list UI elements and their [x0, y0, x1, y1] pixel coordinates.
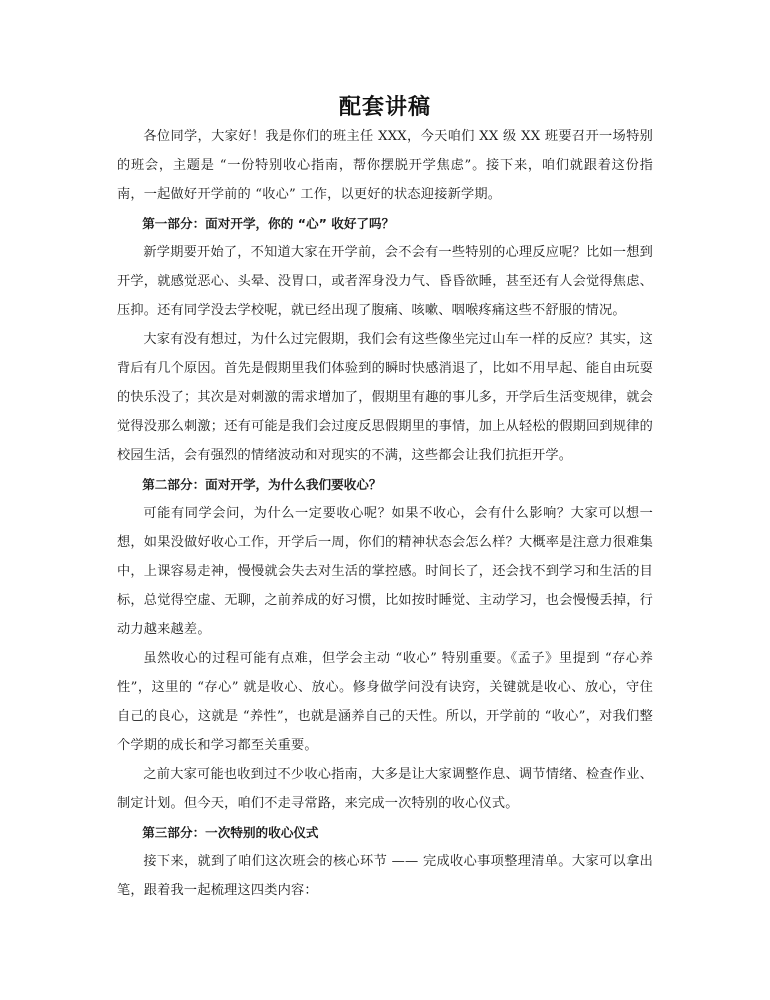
- paragraph: 接下来，就到了咱们这次班会的核心环节 —— 完成收心事项整理清单。大家可以拿出笔，跟着我一起梳理这四类内容：: [117, 854, 653, 898]
- section-heading-1: 第一部分：面对开学，你的 “心” 收好了吗？: [142, 216, 395, 231]
- section-heading-3: 第三部分：一次特别的收心仪式: [142, 825, 319, 840]
- section-heading-2: 第二部分：面对开学，为什么我们要收心？: [142, 477, 382, 492]
- paragraph: 大家有没有想过，为什么过完假期，我们会有这些像坐完过山车一样的反应？其实，这背后有几个原因。首先是假期里我们体验到的瞬时快感消退了，比如不用早起、能自由玩耍的快乐没了；其次是对刺激的需求增加了，假期里有趣的事儿多，开学后生活变规律，就会觉得没那么刺激；还有可能是我们会过度反思假期里的事情，加上从轻松的假期回到规律的校园生活，会有强烈的情绪波动和对现实的不满，这些都会让我们抗拒开学。: [117, 332, 653, 463]
- page-title: 配套讲稿: [338, 95, 431, 120]
- paragraph: 可能有同学会问，为什么一定要收心呢？如果不收心，会有什么影响？大家可以想一想，如果没做好收心工作，开学后一周，你们的精神状态会怎么样？大概率是注意力很难集中，上课容易走神，慢慢就会失去对生活的掌控感。时间长了，还会找不到学习和生活的目标，总觉得空虚、无聊，之前养成的好习惯，比如按时睡觉、主动学习，也会慢慢丢掉，行动力越来越差。: [117, 506, 653, 637]
- paragraph: 虽然收心的过程可能有点难，但学会主动 “收心” 特别重要。《孟子》里提到 “存心养性”，这里的 “存心” 就是收心、放心。修身做学问没有诀窍，关键就是收心、放心，守住自己的良心，这就是 “养性”，也就是涵养自己的天性。所以，开学前的 “收心”，对我们整个学期的成长和学习都至关重要。: [117, 651, 653, 753]
- paragraph-intro: 各位同学，大家好！我是你们的班主任 XXX，今天咱们 XX 级 XX 班要召开一场特别的班会，主题是 “一份特别收心指南，帮你摆脱开学焦虑”。接下来，咱们就跟着这份指南，一起做好开学前的 “收心” 工作，以更好的状态迎接新学期。: [117, 129, 653, 202]
- document-body: [117, 122, 653, 905]
- paragraph: 新学期要开始了，不知道大家在开学前，会不会有一些特别的心理反应呢？比如一想到开学，就感觉恶心、头晕、没胃口，或者浑身没力气、昏昏欲睡，甚至还有人会觉得焦虑、压抑。还有同学没去学校呢，就已经出现了腹痛、咳嗽、咽喉疼痛这些不舒服的情况。: [117, 245, 653, 318]
- paragraph: 之前大家可能也收到过不少收心指南，大多是让大家调整作息、调节情绪、检查作业、制定计划。但今天，咱们不走寻常路，来完成一次特别的收心仪式。: [117, 767, 653, 811]
